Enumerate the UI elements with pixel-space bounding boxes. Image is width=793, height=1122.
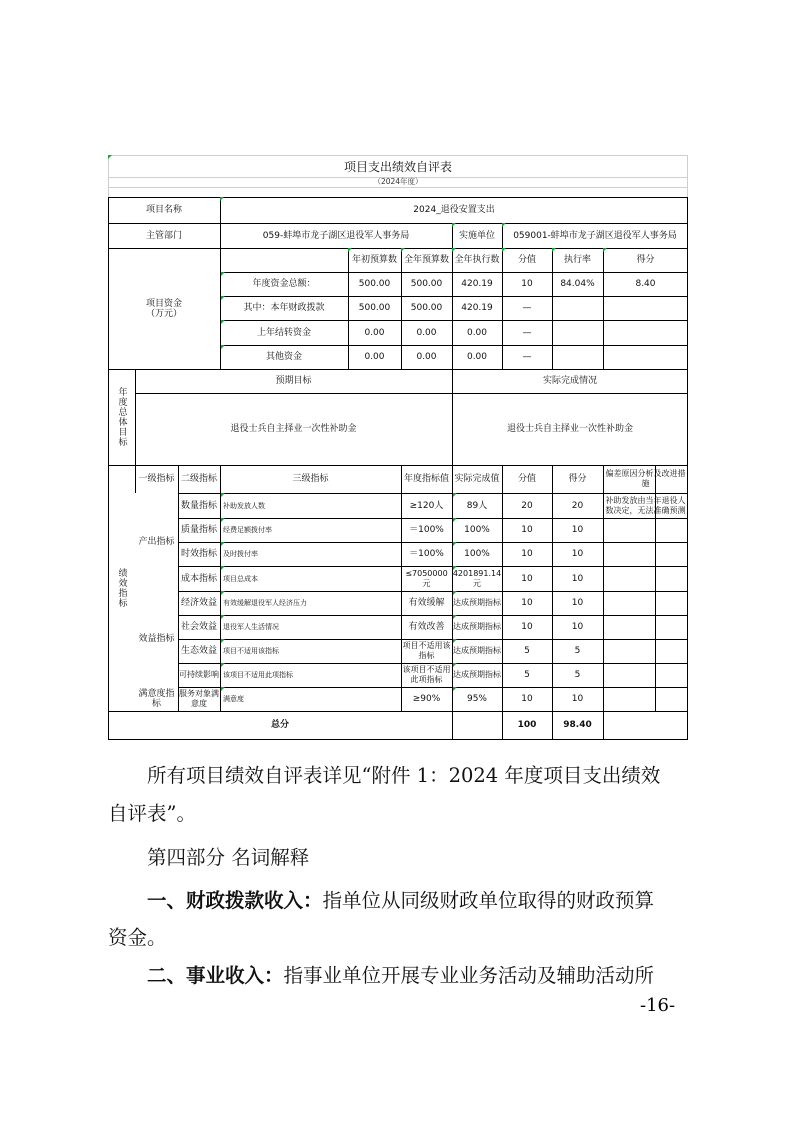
cell-comment-marker — [401, 248, 405, 252]
cell-comment-marker — [453, 591, 457, 595]
funds-row-cell: 84.04% — [560, 279, 595, 289]
actual-completion-value: 达成预期指标 — [453, 598, 501, 607]
level1-effect-indicator: 效益指标 — [135, 591, 178, 687]
cell-comment-marker — [221, 296, 225, 300]
funds-header-cell: 得分 — [636, 255, 655, 265]
annual-target-value: ＝100% — [409, 549, 444, 559]
actual-goal-value: 退役士兵自主择业一次性补助金 — [506, 424, 633, 434]
funds-row-cell: 8.40 — [635, 279, 656, 289]
term-title: 一、财政拨款收入： — [147, 889, 323, 912]
page-number: -16- — [640, 995, 676, 1016]
funds-row-label: 上年结转资金 — [256, 327, 311, 338]
indicator-header-cell: 实际完成值 — [454, 474, 500, 484]
deviation-analysis — [603, 566, 688, 591]
term-title: 二、事业收入： — [147, 964, 284, 987]
funds-row-cell — [603, 296, 688, 320]
funds-row-label: 年度资金总额： — [252, 279, 316, 289]
term-financial-appropriation-cont — [108, 922, 693, 950]
indicator-header-cell: 三级指标 — [292, 474, 329, 484]
table-grid-line — [108, 155, 688, 156]
deviation-analysis — [603, 542, 688, 566]
funds-row-cell — [552, 296, 603, 320]
cell-comment-marker — [108, 155, 112, 159]
section-heading-text: 第四部分 名词解释 — [147, 846, 310, 869]
indicator-score-value: 5 — [524, 646, 530, 656]
actual-completion-value: 达成预期指标 — [453, 646, 501, 655]
department-label: 主管部门 — [145, 230, 182, 241]
table-grid-line — [452, 711, 453, 739]
indicator-score-value: 10 — [521, 525, 533, 535]
cell-comment-marker — [221, 272, 225, 276]
funds-row-cell: — — [522, 327, 532, 338]
level2-indicator: 经济效益 — [180, 598, 217, 608]
cell-comment-marker — [453, 687, 457, 691]
level2-indicator: 数量指标 — [180, 500, 217, 511]
annual-target-value: ≤7050000元 — [405, 568, 448, 588]
indicator-score-value: 10 — [521, 622, 533, 632]
annual-target-value: 有效缓解 — [408, 598, 445, 608]
funds-header-cell: 分值 — [517, 255, 536, 265]
indicator-header-cell: 分值 — [517, 474, 536, 484]
deviation-analysis — [603, 639, 688, 663]
cell-comment-marker — [453, 566, 457, 570]
cell-comment-marker — [453, 663, 457, 667]
funds-header-cell: 年初预算数 — [351, 255, 397, 265]
funds-header-cell: 全年预算数 — [403, 255, 449, 265]
annual-target-value: 项目不适用该指标 — [402, 641, 451, 660]
indicator-score: 10 — [571, 622, 584, 632]
indicator-score: 10 — [571, 573, 584, 584]
indicator-score: 10 — [571, 694, 584, 704]
cell-comment-marker — [221, 518, 225, 522]
cell-comment-marker — [502, 223, 506, 227]
indicator-score: 5 — [574, 670, 581, 680]
expected-goal-value: 退役士兵自主择业一次性补助金 — [230, 424, 357, 434]
project-name-value: 2024_退役安置支出 — [413, 205, 495, 215]
cell-comment-marker — [453, 639, 457, 643]
deviation-analysis — [603, 663, 688, 687]
cell-comment-marker — [452, 248, 456, 252]
annual-goal-label: 年度总体目标 — [116, 387, 127, 447]
cell-comment-marker — [221, 615, 225, 619]
cell-comment-marker — [453, 542, 457, 546]
funds-row-cell: 500.00 — [410, 303, 443, 313]
funds-row-cell: 420.19 — [461, 303, 493, 313]
indicator-score: 5 — [574, 646, 581, 656]
cell-comment-marker — [452, 223, 456, 227]
paragraph-line: 所有项目绩效自评表详见“附件 1：2024 年度项目支出绩效 — [147, 764, 661, 787]
annual-target-value: ≥120人 — [409, 500, 444, 511]
indicator-header-cell: 一级指标 — [138, 474, 175, 484]
funds-row-cell — [552, 320, 603, 345]
indicator-score-value: 20 — [521, 500, 533, 511]
performance-indicator-label: 绩效指标 — [116, 568, 127, 608]
actual-completion-value: 95% — [466, 694, 487, 704]
annual-target-value: 有效改善 — [408, 622, 445, 632]
level3-indicator: 该项目不适用此项指标 — [223, 671, 293, 679]
indicator-score-value: 10 — [521, 694, 533, 704]
level3-indicator: 满意度 — [223, 695, 244, 703]
term-financial-appropriation — [108, 885, 693, 913]
term-business-income — [108, 960, 693, 988]
funds-row-cell: 420.19 — [461, 279, 493, 289]
level3-indicator: 退役军人生活情况 — [223, 623, 279, 631]
level3-indicator: 经费足额拨付率 — [223, 526, 272, 534]
level3-indicator: 项目总成本 — [223, 574, 258, 583]
annual-target-value: ≥90% — [412, 694, 441, 704]
cell-comment-marker — [220, 197, 224, 201]
table-grid-line — [603, 711, 604, 739]
annual-target-value: 该项目不适用此项指标 — [402, 665, 451, 684]
funds-row-label: 其他资金 — [265, 352, 302, 362]
table-grid-line — [108, 187, 688, 188]
cell-comment-marker — [221, 639, 225, 643]
indicator-score-value: 5 — [524, 670, 530, 680]
level2-indicator: 服务对象满意度 — [179, 689, 219, 708]
indicator-score: 20 — [571, 500, 584, 511]
deviation-analysis — [603, 615, 688, 639]
paragraph-line: 自评表”。 — [108, 802, 196, 825]
indicator-score: 10 — [571, 598, 584, 608]
table-title: 项目支出绩效自评表 — [343, 160, 452, 174]
funds-row-cell: — — [522, 352, 532, 362]
actual-completion-value: 4201891.14元 — [452, 568, 502, 588]
cell-comment-marker — [502, 248, 506, 252]
department-value: 059-蚌埠市龙子湖区退役军人事务局 — [262, 230, 410, 241]
term-text: 资金。 — [108, 926, 167, 949]
level3-indicator: 有效缓解退役军人经济压力 — [223, 599, 307, 607]
funds-row-cell: 10 — [521, 279, 533, 289]
funds-row-cell — [552, 345, 603, 369]
level3-indicator: 及时拨付率 — [223, 550, 258, 558]
section-heading — [108, 842, 693, 870]
project-name-label: 项目名称 — [145, 205, 182, 215]
actual-completion-value: 100% — [464, 525, 490, 535]
funds-row-cell: 0.00 — [416, 327, 437, 338]
funds-label: 项目资金 （万元） — [145, 298, 182, 319]
level3-indicator: 项目不适用该指标 — [223, 647, 279, 655]
funds-row-cell: 0.00 — [364, 352, 385, 362]
deviation-analysis — [603, 518, 688, 542]
cell-comment-marker — [221, 663, 225, 667]
indicator-header-cell: 年度指标值 — [403, 474, 449, 484]
total-score-value: 100 — [517, 720, 537, 730]
level2-indicator: 生态效益 — [180, 646, 217, 656]
actual-completion-label: 实际完成情况 — [542, 376, 597, 386]
cell-comment-marker — [221, 542, 225, 546]
implementing-unit-label: 实施单位 — [458, 230, 495, 241]
cell-comment-marker — [221, 345, 225, 349]
deviation-analysis — [603, 591, 688, 615]
deviation-analysis — [603, 687, 688, 711]
cell-comment-marker — [552, 248, 556, 252]
cell-comment-marker — [348, 248, 352, 252]
funds-row-cell — [603, 320, 688, 345]
level2-indicator: 质量指标 — [180, 525, 217, 535]
actual-completion-value: 达成预期指标 — [453, 670, 501, 679]
level2-indicator: 可持续影响 — [179, 670, 219, 679]
funds-row-cell: 0.00 — [416, 352, 437, 362]
level2-indicator: 时效指标 — [180, 549, 217, 559]
actual-completion-value: 达成预期指标 — [453, 622, 501, 631]
level2-indicator: 社会效益 — [180, 622, 217, 632]
funds-row-cell: 0.00 — [466, 327, 488, 338]
expected-goal-label: 预期目标 — [275, 376, 312, 386]
funds-row-cell — [603, 345, 688, 369]
indicator-score-value: 10 — [521, 573, 533, 584]
table-subtitle: （2024年度） — [373, 177, 423, 186]
term-text: 指单位从同级财政单位取得的财政预算 — [322, 889, 655, 912]
cell-comment-marker — [603, 248, 607, 252]
cell-comment-marker — [453, 615, 457, 619]
funds-row-label: 其中：本年财政拨款 — [243, 303, 325, 313]
indicator-score: 10 — [571, 525, 584, 535]
indicator-header-cell: 偏差原因分析及改进措施 — [605, 469, 686, 488]
funds-header-cell: 执行率 — [563, 255, 591, 265]
table-grid-line — [687, 197, 688, 739]
total-score: 98.40 — [563, 720, 592, 730]
actual-completion-value: 100% — [464, 549, 490, 559]
implementing-unit-value: 059001-蚌埠市龙子湖区退役军人事务局 — [513, 230, 677, 241]
cell-comment-marker — [221, 566, 225, 570]
total-label: 总分 — [270, 720, 289, 730]
cell-comment-marker — [221, 493, 225, 497]
level1-satisfaction-indicator: 满意度指标 — [135, 687, 178, 711]
table-grid-line — [108, 739, 688, 740]
cell-comment-marker — [453, 518, 457, 522]
deviation-analysis: 补助发放由当年退役人数决定，无法准确预测 — [605, 495, 686, 515]
indicator-score: 10 — [571, 549, 584, 559]
indicator-header-cell: 得分 — [568, 474, 587, 484]
funds-row-cell: — — [522, 303, 532, 313]
table-grid-line — [108, 197, 109, 739]
funds-row-cell: 0.00 — [466, 352, 488, 362]
annual-target-value: ＝100% — [409, 525, 444, 535]
paragraph-appendix-reference-cont — [108, 798, 693, 826]
paragraph-appendix-reference — [108, 760, 693, 788]
cell-comment-marker — [221, 591, 225, 595]
funds-row-cell: 500.00 — [358, 279, 391, 289]
funds-row-cell: 500.00 — [410, 279, 443, 289]
cell-comment-marker — [453, 493, 457, 497]
performance-self-evaluation-table — [108, 155, 688, 739]
level3-indicator: 补助发放人数 — [223, 501, 265, 510]
indicator-score-value: 10 — [521, 549, 533, 559]
cell-comment-marker — [221, 320, 225, 324]
indicator-score-value: 10 — [521, 598, 533, 608]
funds-row-cell: 500.00 — [358, 303, 391, 313]
cell-comment-marker — [221, 687, 225, 691]
actual-completion-value: 89人 — [466, 500, 488, 511]
level2-indicator: 成本指标 — [180, 573, 217, 584]
level1-output-indicator: 产出指标 — [135, 493, 178, 591]
term-text: 指事业单位开展专业业务活动及辅助活动所 — [283, 964, 655, 987]
indicator-header-cell: 二级指标 — [180, 474, 217, 484]
funds-header-cell: 全年执行数 — [454, 255, 500, 265]
funds-row-cell: 0.00 — [364, 327, 385, 338]
